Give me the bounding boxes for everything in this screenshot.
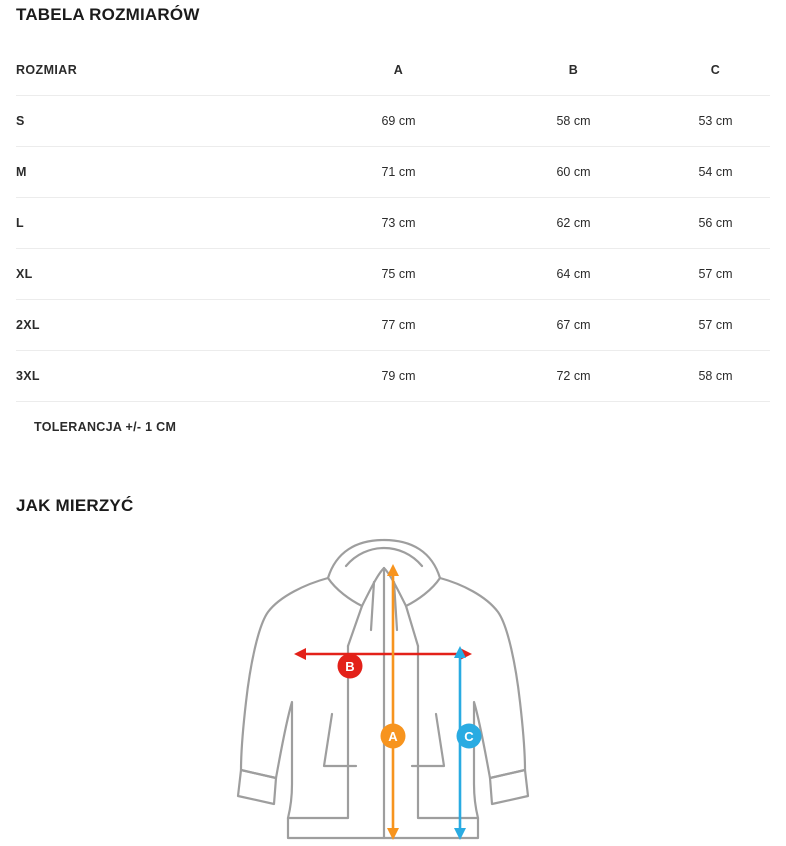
cell-c: 58 cm (661, 351, 770, 402)
cell-size: M (16, 147, 311, 198)
table-row (16, 96, 770, 147)
marker-b-label: B (345, 659, 355, 674)
cell-b: 67 cm (486, 300, 661, 351)
size-table-header (16, 45, 770, 96)
marker-a-label: A (388, 729, 398, 744)
tolerance-note: TOLERANCJA +/- 1 CM (34, 420, 177, 434)
cell-a: 69 cm (311, 96, 486, 147)
cell-c: 56 cm (661, 198, 770, 249)
cell-size: 2XL (16, 300, 311, 351)
marker-c (457, 724, 482, 749)
cell-a: 77 cm (311, 300, 486, 351)
column-header-c: C (661, 45, 770, 96)
cell-c: 57 cm (661, 300, 770, 351)
cell-b: 64 cm (486, 249, 661, 300)
cell-a: 73 cm (311, 198, 486, 249)
cell-a: 71 cm (311, 147, 486, 198)
size-table (16, 45, 770, 402)
column-header-a: A (311, 45, 486, 96)
table-row (16, 198, 770, 249)
how-to-measure-title: JAK MIERZYĆ (16, 496, 134, 515)
measurement-diagram (0, 526, 786, 846)
hoodie-outline (238, 540, 528, 838)
cell-b: 72 cm (486, 351, 661, 402)
cell-a: 75 cm (311, 249, 486, 300)
marker-a (381, 724, 406, 749)
hoodie-illustration (228, 526, 558, 846)
cell-b: 62 cm (486, 198, 661, 249)
marker-c-label: C (464, 729, 474, 744)
cell-c: 54 cm (661, 147, 770, 198)
cell-a: 79 cm (311, 351, 486, 402)
cell-size: S (16, 96, 311, 147)
table-row (16, 300, 770, 351)
cell-c: 57 cm (661, 249, 770, 300)
size-table-title: TABELA ROZMIARÓW (16, 5, 200, 24)
size-table-body (16, 96, 770, 402)
column-header-size: ROZMIAR (16, 45, 311, 96)
table-row (16, 249, 770, 300)
table-header-row (16, 45, 770, 96)
marker-b (338, 654, 363, 679)
cell-b: 60 cm (486, 147, 661, 198)
cell-size: L (16, 198, 311, 249)
cell-size: XL (16, 249, 311, 300)
table-row (16, 351, 770, 402)
cell-size: 3XL (16, 351, 311, 402)
measure-line-a (387, 564, 399, 840)
cell-c: 53 cm (661, 96, 770, 147)
cell-b: 58 cm (486, 96, 661, 147)
table-row (16, 147, 770, 198)
column-header-b: B (486, 45, 661, 96)
